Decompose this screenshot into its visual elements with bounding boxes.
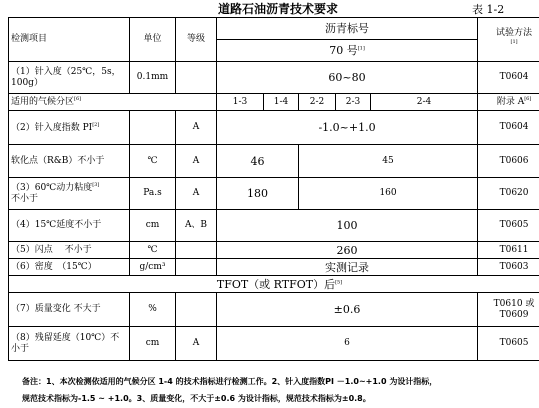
climate-zone-3: 2-2 <box>299 94 336 111</box>
ductility-value: 100 <box>217 210 478 242</box>
mass-change-grade <box>176 293 217 327</box>
table-row <box>9 94 539 111</box>
remarks-line-2: 规范技术指标为-1.5 ~ +1.0。3、质量变化，不大于±0.6 为设计指标，规范技术指标为±0.8。 <box>22 394 371 403</box>
climate-item: 适用的气候分区 <box>11 97 75 108</box>
header-unit: 单位 <box>130 18 176 62</box>
document-title: 道路石油沥青技术要求 <box>218 2 339 16</box>
climate-method-sup: [6] <box>524 96 532 103</box>
table-row <box>9 293 539 327</box>
flash-item: （5）闪点 不小于 <box>9 242 130 259</box>
pi-item-cell <box>9 111 130 145</box>
softening-item: 软化点（R&B）不小于 <box>9 145 130 178</box>
table-row <box>9 111 539 145</box>
table-row <box>9 276 539 293</box>
pi-item-sup: [2] <box>92 121 100 128</box>
viscosity-value-b: 160 <box>299 178 478 210</box>
ductility-unit: cm <box>130 210 176 242</box>
spec-table <box>8 17 539 361</box>
header-grade-value: 70 号 <box>329 44 358 58</box>
remarks <box>22 373 532 407</box>
header-row-1 <box>9 18 539 40</box>
pi-unit <box>130 111 176 145</box>
density-method: T0603 <box>478 259 539 276</box>
header-grade-sup: [1] <box>357 45 365 52</box>
pi-item: （2）针入度指数 PI <box>11 122 93 133</box>
viscosity-grade: A <box>176 178 217 210</box>
residual-ductility-item: （8）残留延度（10℃）不小于 <box>9 327 130 361</box>
softening-method: T0606 <box>478 145 539 178</box>
climate-zone-5: 2-4 <box>371 94 478 111</box>
residual-ductility-unit: cm <box>130 327 176 361</box>
table-number: 表 1-2 <box>472 3 505 16</box>
header-method <box>478 18 539 62</box>
density-unit: g/cm³ <box>130 259 176 276</box>
viscosity-item-sup: [3] <box>92 182 100 189</box>
flash-value: 260 <box>217 242 478 259</box>
viscosity-value-a: 180 <box>217 178 299 210</box>
softening-grade: A <box>176 145 217 178</box>
table-row <box>9 178 539 210</box>
ductility-grade: A、B <box>176 210 217 242</box>
softening-unit: ℃ <box>130 145 176 178</box>
header-item: 检测项目 <box>9 18 130 62</box>
table-row <box>9 62 539 94</box>
viscosity-item: （3）60℃动力粘度 <box>11 183 93 194</box>
table-row <box>9 259 539 276</box>
climate-zone-4: 2-3 <box>336 94 371 111</box>
density-value: 实测记录 <box>217 259 478 276</box>
residual-ductility-value: 6 <box>217 327 478 361</box>
viscosity-unit: Pa.s <box>130 178 176 210</box>
header-grade-value-cell <box>217 40 478 62</box>
mass-change-value: ±0.6 <box>217 293 478 327</box>
header-grade-label: 沥青标号 <box>217 18 478 40</box>
table-row <box>9 242 539 259</box>
remarks-line-1: 备注：1、本次检测依适用的气候分区 1-4 的技术指标进行检测工作。2、针入度指数PI －1.0~+1.0 为设计指标， <box>22 377 438 386</box>
residual-ductility-method: T0605 <box>478 327 539 361</box>
flash-grade <box>176 242 217 259</box>
residual-ductility-grade: A <box>176 327 217 361</box>
pi-value: -1.0~+1.0 <box>217 111 478 145</box>
mass-change-method: T0610 或 T0609 <box>478 293 539 327</box>
climate-item-sup: [6] <box>74 96 82 103</box>
softening-value-a: 46 <box>217 145 299 178</box>
mass-change-item: （7）质量变化 不大于 <box>9 293 130 327</box>
softening-value-b: 45 <box>299 145 478 178</box>
pi-method: T0604 <box>478 111 539 145</box>
penetration-unit: 0.1mm <box>130 62 176 94</box>
header-method-text: 试验方法 <box>496 28 533 39</box>
title-bar <box>0 0 539 16</box>
header-method-sup: [1] <box>510 39 518 46</box>
ductility-item: （4）15℃延度不小于 <box>9 210 130 242</box>
penetration-value: 60~80 <box>217 62 478 94</box>
viscosity-item-2: 不小于 <box>11 194 39 205</box>
climate-method-cell <box>478 94 539 111</box>
climate-zone-1: 1-3 <box>217 94 264 111</box>
viscosity-item-cell <box>9 178 130 210</box>
climate-method: 附录 A <box>496 97 525 108</box>
climate-zone-2: 1-4 <box>264 94 299 111</box>
table-row <box>9 327 539 361</box>
density-item: （6）密度 （15℃） <box>9 259 130 276</box>
ductility-method: T0605 <box>478 210 539 242</box>
penetration-grade <box>176 62 217 94</box>
flash-unit: ℃ <box>130 242 176 259</box>
pi-grade: A <box>176 111 217 145</box>
viscosity-method: T0620 <box>478 178 539 210</box>
table-row <box>9 145 539 178</box>
tfot-sup: [5] <box>335 278 343 285</box>
table-row <box>9 210 539 242</box>
flash-method: T0611 <box>478 242 539 259</box>
density-grade <box>176 259 217 276</box>
header-grade: 等级 <box>176 18 217 62</box>
penetration-method: T0604 <box>478 62 539 94</box>
tfot-label-cell <box>9 276 539 293</box>
tfot-label: TFOT（或 RTFOT）后 <box>216 277 336 291</box>
climate-item-cell <box>9 94 217 111</box>
mass-change-unit: % <box>130 293 176 327</box>
penetration-item: （1）针入度（25℃，5s，100g） <box>9 62 130 94</box>
